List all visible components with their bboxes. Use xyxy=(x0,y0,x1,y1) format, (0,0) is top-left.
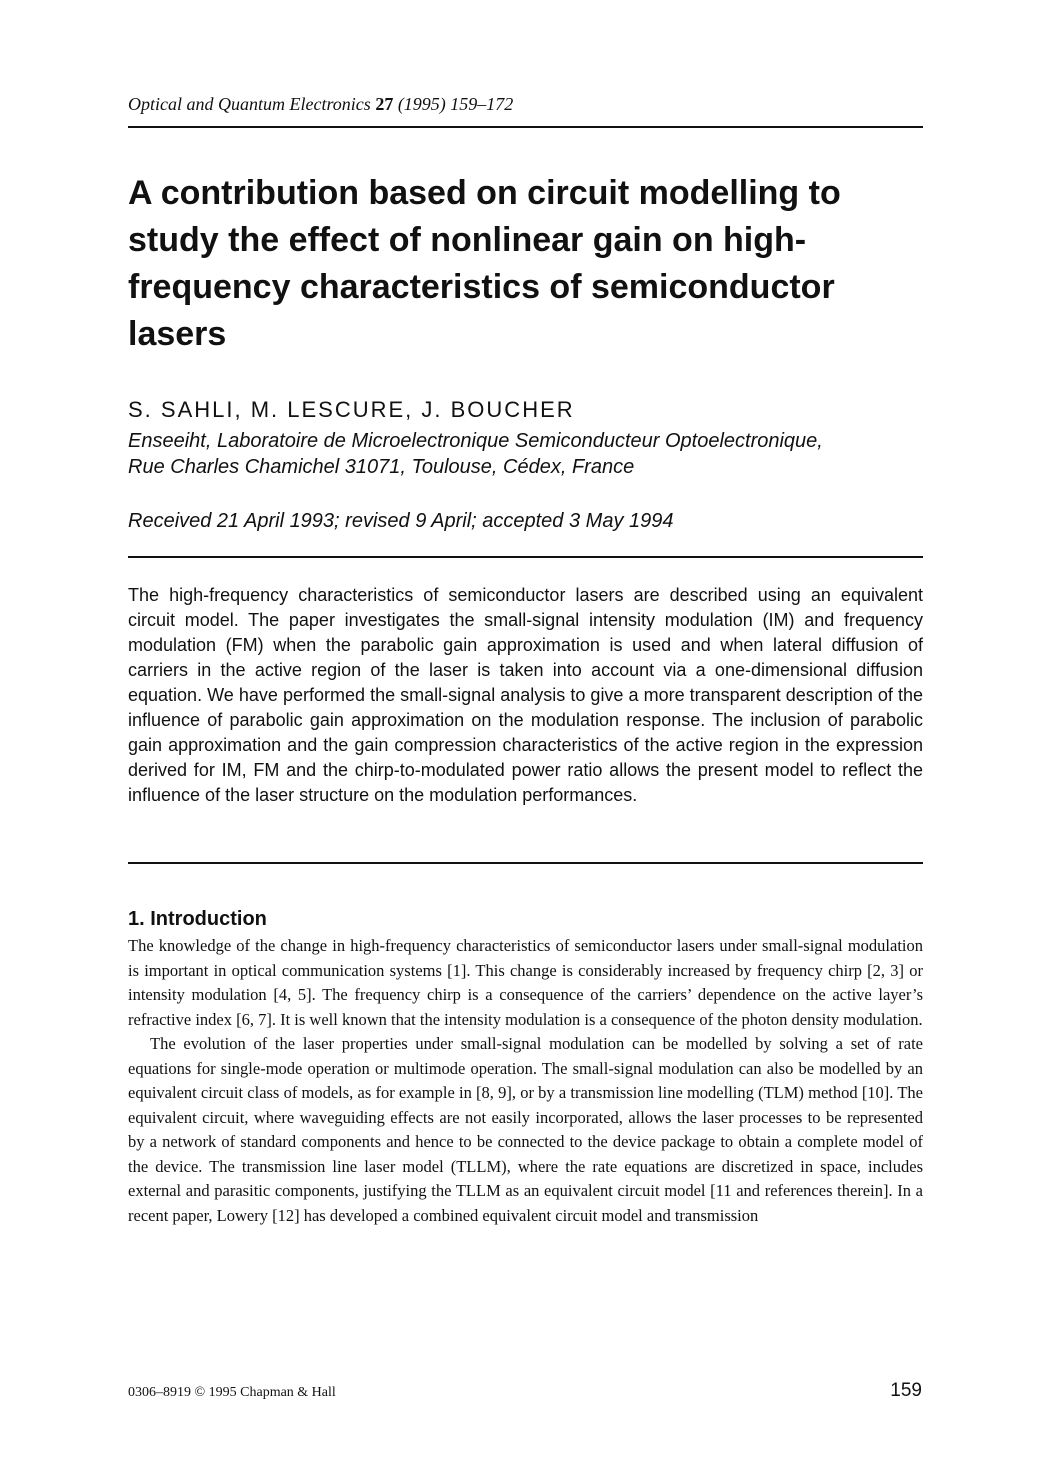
author-list: S. SAHLI, M. LESCURE, J. BOUCHER xyxy=(128,397,575,422)
affiliation-line-1: Enseeiht, Laboratoire de Microelectronique Semiconducteur Optoelectronique, xyxy=(128,430,823,452)
abstract-top-rule xyxy=(128,556,923,558)
abstract: The high-frequency characteristics of semiconductor lasers are described using an equivalent circuit model. The paper investigates the small-signal intensity modulation (IM) and frequency modulation (FM) when the parabolic gain approximation is used and when lateral diffusion of carriers in the active region of the laser is taken into account via a one-dimensional diffusion equation. We have performed the small-signal analysis to give a more transparent description of the influence of parabolic gain approximation on the modulation response. The inclusion of parabolic gain approximation and the gain compression characteristics of the active region in the expression derived for IM, FM and the chirp-to-modulated power ratio allows the present model to reflect the influence of the laser structure on the modulation performances. xyxy=(128,585,923,805)
journal-name: Optical and Quantum Electronics xyxy=(128,94,371,114)
journal-volume: 27 xyxy=(375,94,394,114)
issn-copyright: 0306–8919 © 1995 Chapman & Hall xyxy=(128,1385,336,1400)
received-dates: Received 21 April 1993; revised 9 April; accepted 3 May 1994 xyxy=(128,510,674,532)
journal-citation xyxy=(128,93,923,115)
section-heading: 1. Introduction xyxy=(128,908,267,930)
section-body xyxy=(128,934,923,1228)
journal-year-pages: (1995) 159–172 xyxy=(397,94,514,114)
affiliation xyxy=(128,428,928,480)
paper-title: A contribution based on circuit modelling to study the effect of nonlinear gain on high-frequency characteristics of semiconductor lasers xyxy=(128,174,841,353)
paragraph: The evolution of the laser properties under small-signal modulation can be modelled by solving a set of rate equations for single-mode operation or multimode operation. The small-signal modulation can also be modelled by an equivalent circuit class of models, as for example in [8, 9], or by a transmission line modelling (TLM) method [10]. The equivalent circuit, where waveguiding effects are not easily incorporated, allows the laser processes to be represented by a network of standard components and hence to be connected to the device package to obtain a complete model of the device. The transmission line laser model (TLLM), where the rate equations are discretized in space, includes external and parasitic components, justifying the TLLM as an equivalent circuit model [11 and references therein]. In a recent paper, Lowery [12] has developed a combined equivalent circuit model and transmission xyxy=(128,1034,923,1225)
affiliation-line-2: Rue Charles Chamichel 31071, Toulouse, Cédex, France xyxy=(128,456,635,478)
abstract-bottom-rule xyxy=(128,862,923,864)
header-rule xyxy=(128,126,923,128)
paragraph: The knowledge of the change in high-frequency characteristics of semiconductor lasers under small-signal modulation is important in optical communication systems [1]. This change is considerably increased by frequency chirp [2, 3] or intensity modulation [4, 5]. The frequency chirp is a consequence of the carriers’ dependence on the active layer’s refractive index [6, 7]. It is well known that the intensity modulation is a consequence of the photon density modulation. xyxy=(128,936,923,1029)
page-number: 159 xyxy=(890,1380,922,1401)
